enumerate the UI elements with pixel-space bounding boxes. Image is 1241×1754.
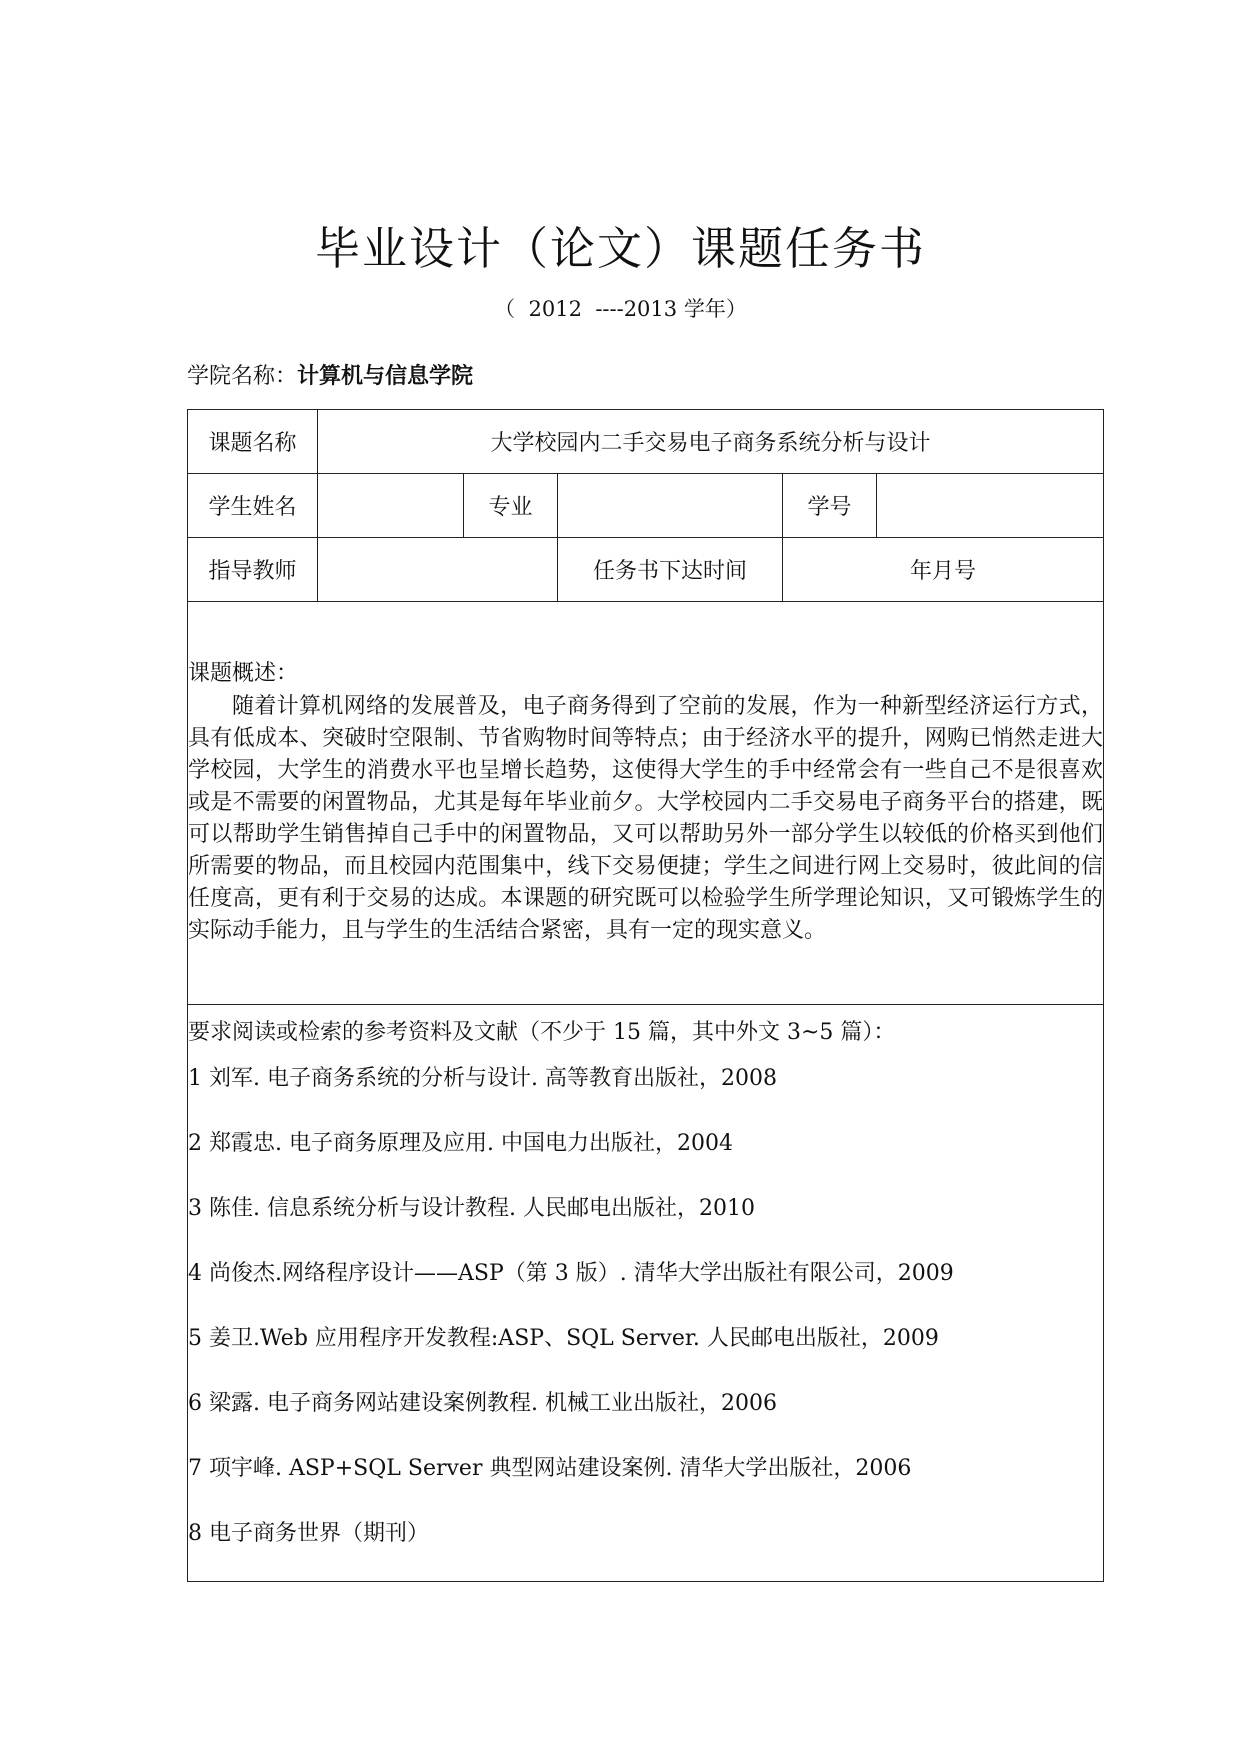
advisor-value: [318, 538, 558, 602]
references-row: [188, 1005, 1104, 1582]
overview-text: 随着计算机网络的发展普及，电子商务得到了空前的发展，作为一种新型经济运行方式，具有低成本、突破时空限制、节省购物时间等特点；由于经济水平的提升，网购已悄然走进大学校园，大学生的消费水平也呈增长趋势，这使得大学生的手中经常会有一些自己不是很喜欢或是不需要的闲置物品，尤其是每年毕业前夕。大学校园内二手交易电子商务平台的搭建，既可以帮助学生销售掉自己手中的闲置物品，又可以帮助另外一部分学生以较低的价格买到他们所需要的物品，而且校园内范围集中，线下交易便捷；学生之间进行网上交易时，彼此间的信任度高，更有利于交易的达成。本课题的研究既可以检验学生所学理论知识，又可锻炼学生的实际动手能力，且与学生的生活结合紧密，具有一定的现实意义。: [188, 694, 1103, 943]
college-line: [187, 359, 473, 390]
college-label: 学院名称：: [187, 364, 298, 389]
issue-time-label: 任务书下达时间: [558, 538, 783, 602]
major-value: [558, 474, 783, 538]
college-value: 计算机与信息学院: [297, 364, 474, 389]
topic-value: 大学校园内二手交易电子商务系统分析与设计: [318, 410, 1104, 474]
reference-item: 6 梁露. 电子商务网站建设案例教程. 机械工业出版社，2006: [188, 1391, 777, 1416]
overview-label: 课题概述：: [188, 661, 299, 686]
student-name-value: [318, 474, 464, 538]
task-form-table: [187, 409, 1104, 1582]
major-label: 专业: [464, 474, 558, 538]
student-id-value: [877, 474, 1104, 538]
reference-item: 4 尚俊杰.网络程序设计——ASP（第 3 版）. 清华大学出版社有限公司，2009: [188, 1261, 954, 1286]
student-row: [188, 474, 1104, 538]
page-title: 毕业设计（论文）课题任务书: [314, 222, 926, 275]
reference-item: 5 姜卫.Web 应用程序开发教程:ASP、SQL Server. 人民邮电出版社，2009: [188, 1326, 939, 1351]
student-name-label: 学生姓名: [188, 474, 318, 538]
topic-row: [188, 410, 1104, 474]
reference-item: 7 项宇峰. ASP+SQL Server 典型网站建设案例. 清华大学出版社，2006: [188, 1456, 912, 1481]
advisor-label: 指导教师: [188, 538, 318, 602]
reference-item: 8 电子商务世界（期刊）: [188, 1521, 429, 1546]
advisor-row: [188, 538, 1104, 602]
reference-item: 1 刘军. 电子商务系统的分析与设计. 高等教育出版社，2008: [188, 1066, 777, 1091]
topic-label: 课题名称: [188, 410, 318, 474]
references-cell: [188, 1005, 1104, 1582]
reference-item: 2 郑霞忠. 电子商务原理及应用. 中国电力出版社，2004: [188, 1131, 733, 1156]
academic-year: （ 2012 ----2013 学年）: [494, 297, 747, 321]
student-id-label: 学号: [783, 474, 877, 538]
overview-cell: [188, 602, 1104, 1005]
overview-row: [188, 602, 1104, 1005]
reference-item: 3 陈佳. 信息系统分析与设计教程. 人民邮电出版社，2010: [188, 1196, 755, 1221]
references-label: 要求阅读或检索的参考资料及文献（不少于 15 篇，其中外文 3~5 篇）：: [188, 1020, 896, 1045]
issue-time-value: 年月号: [783, 538, 1104, 602]
